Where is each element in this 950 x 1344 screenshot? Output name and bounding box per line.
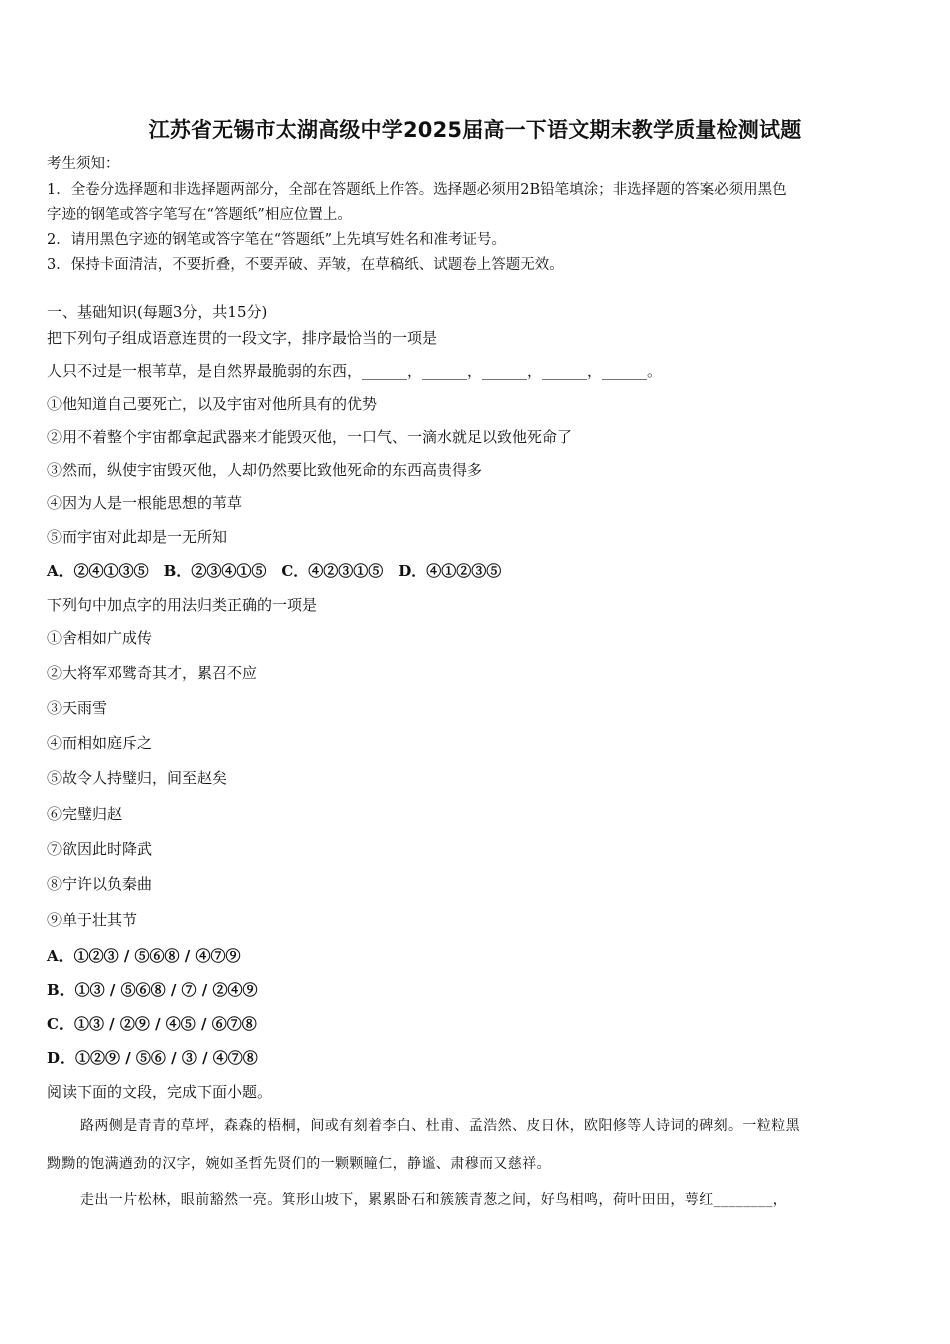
passage-paragraph-1-line-2: 黝黝的饱满遒劲的汉字，婉如圣哲先贤们的一颗颗瞳仁，静谧、肃穆而又慈祥。	[47, 1156, 551, 1172]
section-heading: 一、基础知识(每题3分，共15分)	[47, 303, 268, 321]
question-1-sentence: 人只不过是一根苇草，是自然界最脆弱的东西，______，______，______，______，______。	[47, 362, 663, 380]
question-1-item: ④因为人是一根能思想的苇草	[47, 494, 243, 512]
notice-item-2: 2．请用黑色字迹的钢笔或答字笔在“答题纸”上先填写姓名和准考证号。	[47, 232, 507, 248]
question-2-item: ⑦欲因此时降武	[47, 840, 153, 858]
question-1-options: A．②④①③⑤ B．②③④①⑤ C．④②③①⑤ D．④①②③⑤	[47, 562, 502, 580]
question-2-item: ⑧宁许以负秦曲	[47, 875, 153, 893]
question-2-option-d: D．①②⑨ / ⑤⑥ / ③ / ④⑦⑧	[47, 1049, 258, 1067]
question-2-option-b: B．①③ / ⑤⑥⑧ / ⑦ / ②④⑨	[47, 981, 258, 999]
question-1-stem: 把下列句子组成语意连贯的一段文字，排序最恰当的一项是	[47, 329, 438, 347]
question-2-stem: 下列句中加点字的用法归类正确的一项是	[47, 596, 318, 614]
question-2-item: ⑨单于壮其节	[47, 911, 138, 929]
passage-paragraph-2-line-1: 走出一片松林，眼前豁然一亮。箕形山坡下，累累卧石和簇簇青葱之间，好鸟相鸣，荷叶田田，萼红________，	[80, 1192, 788, 1208]
reading-instruction: 阅读下面的文段，完成下面小题。	[47, 1083, 273, 1101]
question-1-item: ⑤而宇宙对此却是一无所知	[47, 528, 228, 546]
question-1-item: ③然而，纵使宇宙毁灭他，人却仍然要比致他死命的东西高贵得多	[47, 461, 483, 479]
passage-paragraph-1-line-1: 路两侧是青青的草坪，森森的梧桐，间或有刻着李白、杜甫、孟浩然、皮日休，欧阳修等人诗词的碑刻。一粒粒黑	[80, 1118, 800, 1134]
document-title: 江苏省无锡市太湖高级中学2025届高一下语文期末教学质量检测试题	[148, 118, 802, 142]
question-2-item: ④而相如庭斥之	[47, 734, 153, 752]
notice-item-1-line-2: 字迹的钢笔或答字笔写在“答题纸”相应位置上。	[47, 207, 352, 223]
question-2-option-c: C．①③ / ②⑨ / ④⑤ / ⑥⑦⑧	[47, 1015, 257, 1033]
question-1-item: ①他知道自己要死亡，以及宇宙对他所具有的优势	[47, 395, 378, 413]
notice-heading: 考生须知：	[47, 156, 120, 172]
question-2-option-a: A．①②③ / ⑤⑥⑧ / ④⑦⑨	[47, 947, 241, 965]
question-2-item: ①舍相如广成传	[47, 629, 153, 647]
question-2-item: ③天雨雪	[47, 699, 108, 717]
question-2-item: ⑤故令人持璧归，间至赵矣	[47, 769, 228, 787]
notice-item-1-line-1: 1．全卷分选择题和非选择题两部分，全部在答题纸上作答。选择题必须用2B铅笔填涂；非选择题的答案必须用黑色	[47, 182, 787, 198]
notice-item-3: 3．保持卡面清洁，不要折叠，不要弄破、弄皱，在草稿纸、试题卷上答题无效。	[47, 257, 564, 273]
question-2-item: ②大将军邓骘奇其才，累召不应	[47, 664, 258, 682]
question-2-item: ⑥完璧归赵	[47, 805, 123, 823]
question-1-item: ②用不着整个宇宙都拿起武器来才能毁灭他，一口气、一滴水就足以致他死命了	[47, 428, 573, 446]
